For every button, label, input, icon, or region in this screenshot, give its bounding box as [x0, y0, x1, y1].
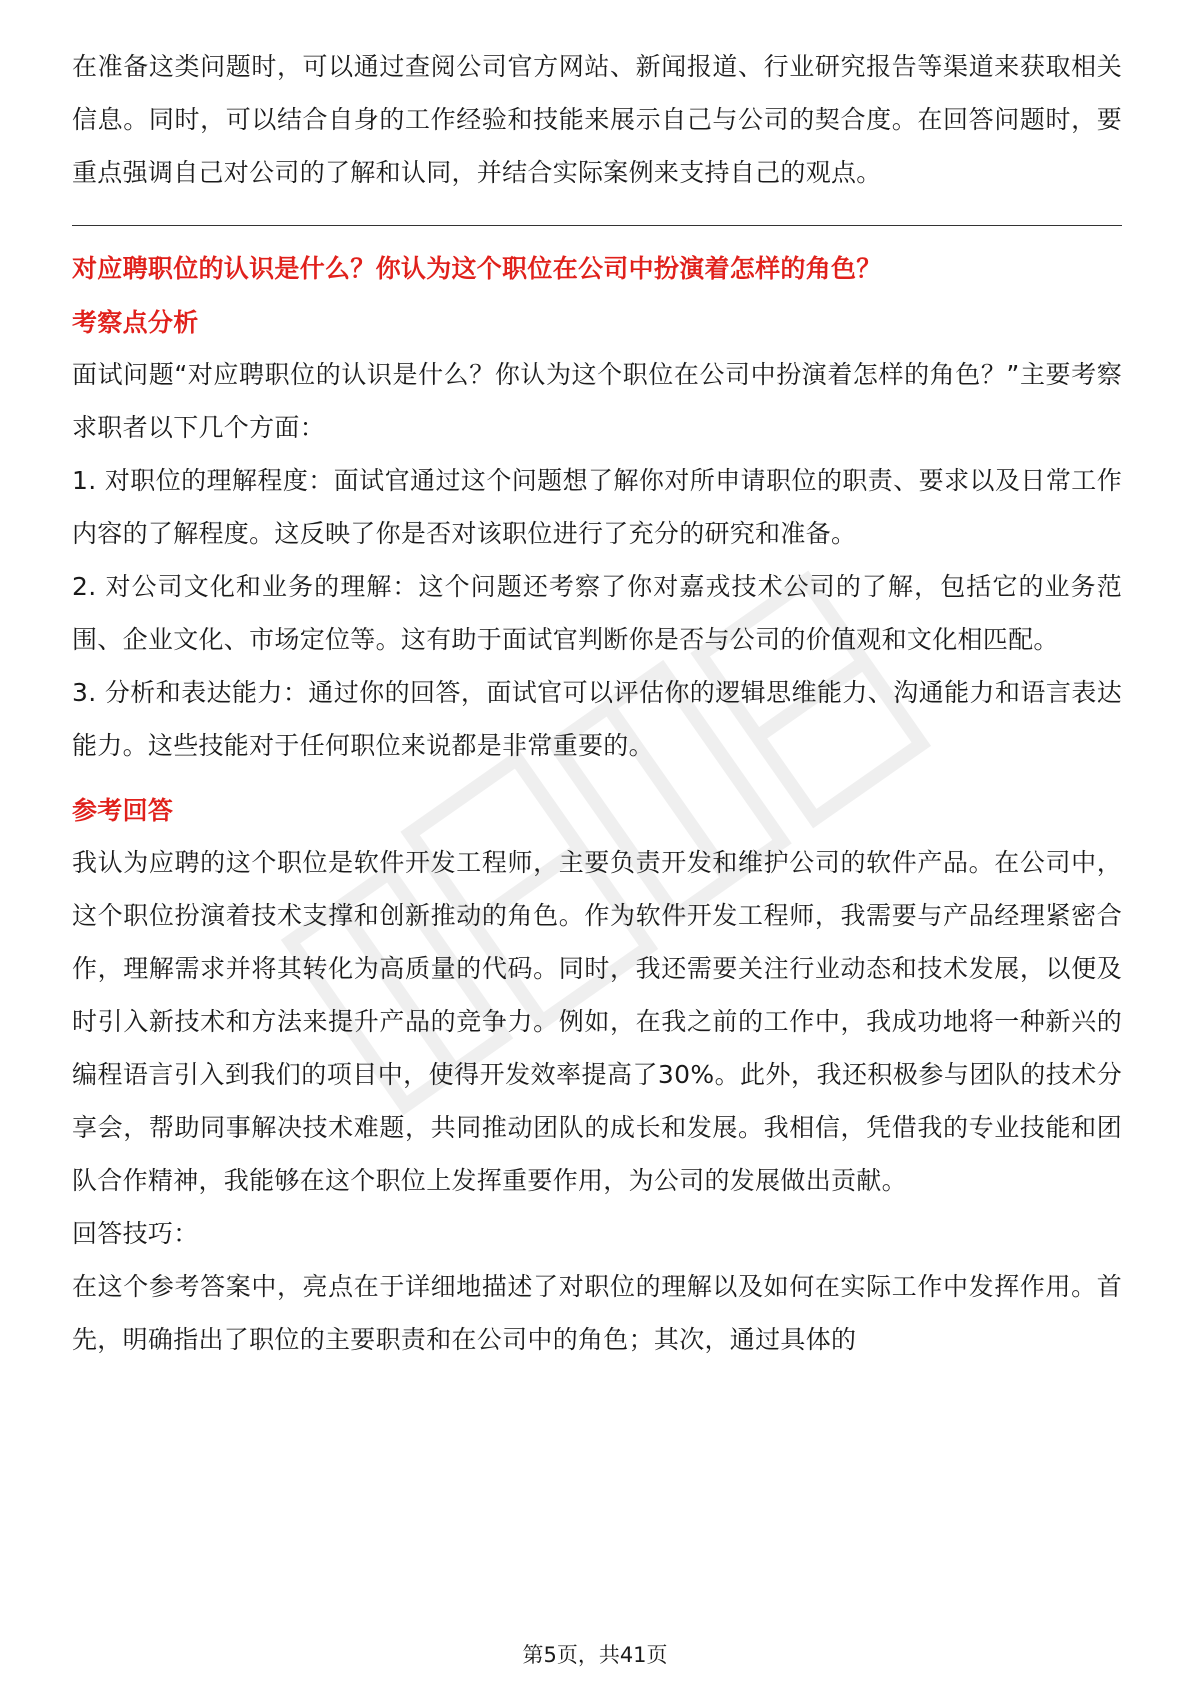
analysis-heading: 考察点分析 — [72, 308, 199, 337]
analysis-point-3: 3. 分析和表达能力：通过你的回答，面试官可以评估你的逻辑思维能力、沟通能力和语言表达能力。这些技能对于任何职位来说都是非常重要的。 — [72, 678, 1122, 760]
reference-answer: 我认为应聘的这个职位是软件开发工程师，主要负责开发和维护公司的软件产品。在公司中，这个职位扮演着技术支撑和创新推动的角色。作为软件开发工程师，我需要与产品经理紧密合作，理解需求并将其转化为高质量的代码。同时，我还需要关注行业动态和技术发展，以便及时引入新技术和方法来提升产品的竞争力。例如，在我之前的工作中，我成功地将一种新兴的编程语言引入到我们的项目中，使得开发效率提高了30%。此外，我还积极参与团队的技术分享会，帮助同事解决技术难题，共同推动团队的成长和发展。我相信，凭借我的专业技能和团队合作精神，我能够在这个职位上发挥重要作用，为公司的发展做出贡献。 — [72, 848, 1122, 1195]
page-number-footer: 第5页，共41页 — [522, 1643, 668, 1667]
tips-text: 在这个参考答案中，亮点在于详细地描述了对职位的理解以及如何在实际工作中发挥作用。首先，明确指出了职位的主要职责和在公司中的角色；其次，通过具体的 — [72, 1272, 1122, 1354]
spacer — [72, 772, 1122, 782]
analysis-point-1: 1. 对职位的理解程度：面试官通过这个问题想了解你对所申请职位的职责、要求以及日常工作内容的了解程度。这反映了你是否对该职位进行了充分的研究和准备。 — [72, 466, 1122, 548]
page-content — [72, 40, 1122, 1366]
question-title: 对应聘职位的认识是什么？你认为这个职位在公司中扮演着怎样的角色？ — [72, 254, 882, 283]
section-divider — [72, 225, 1122, 226]
intro-paragraph: 在准备这类问题时，可以通过查阅公司官方网站、新闻报道、行业研究报告等渠道来获取相关信息。同时，可以结合自身的工作经验和技能来展示自己与公司的契合度。在回答问题时，要重点强调自己对公司的了解和认同，并结合实际案例来支持自己的观点。 — [72, 52, 1122, 187]
tips-label: 回答技巧： — [72, 1219, 199, 1248]
analysis-intro: 面试问题“对应聘职位的认识是什么？你认为这个职位在公司中扮演着怎样的角色？”主要考察求职者以下几个方面： — [72, 360, 1122, 442]
analysis-point-2: 2. 对公司文化和业务的理解：这个问题还考察了你对嘉戎技术公司的了解，包括它的业务范围、企业文化、市场定位等。这有助于面试官判断你是否与公司的价值观和文化相匹配。 — [72, 572, 1122, 654]
reference-heading: 参考回答 — [72, 796, 174, 825]
